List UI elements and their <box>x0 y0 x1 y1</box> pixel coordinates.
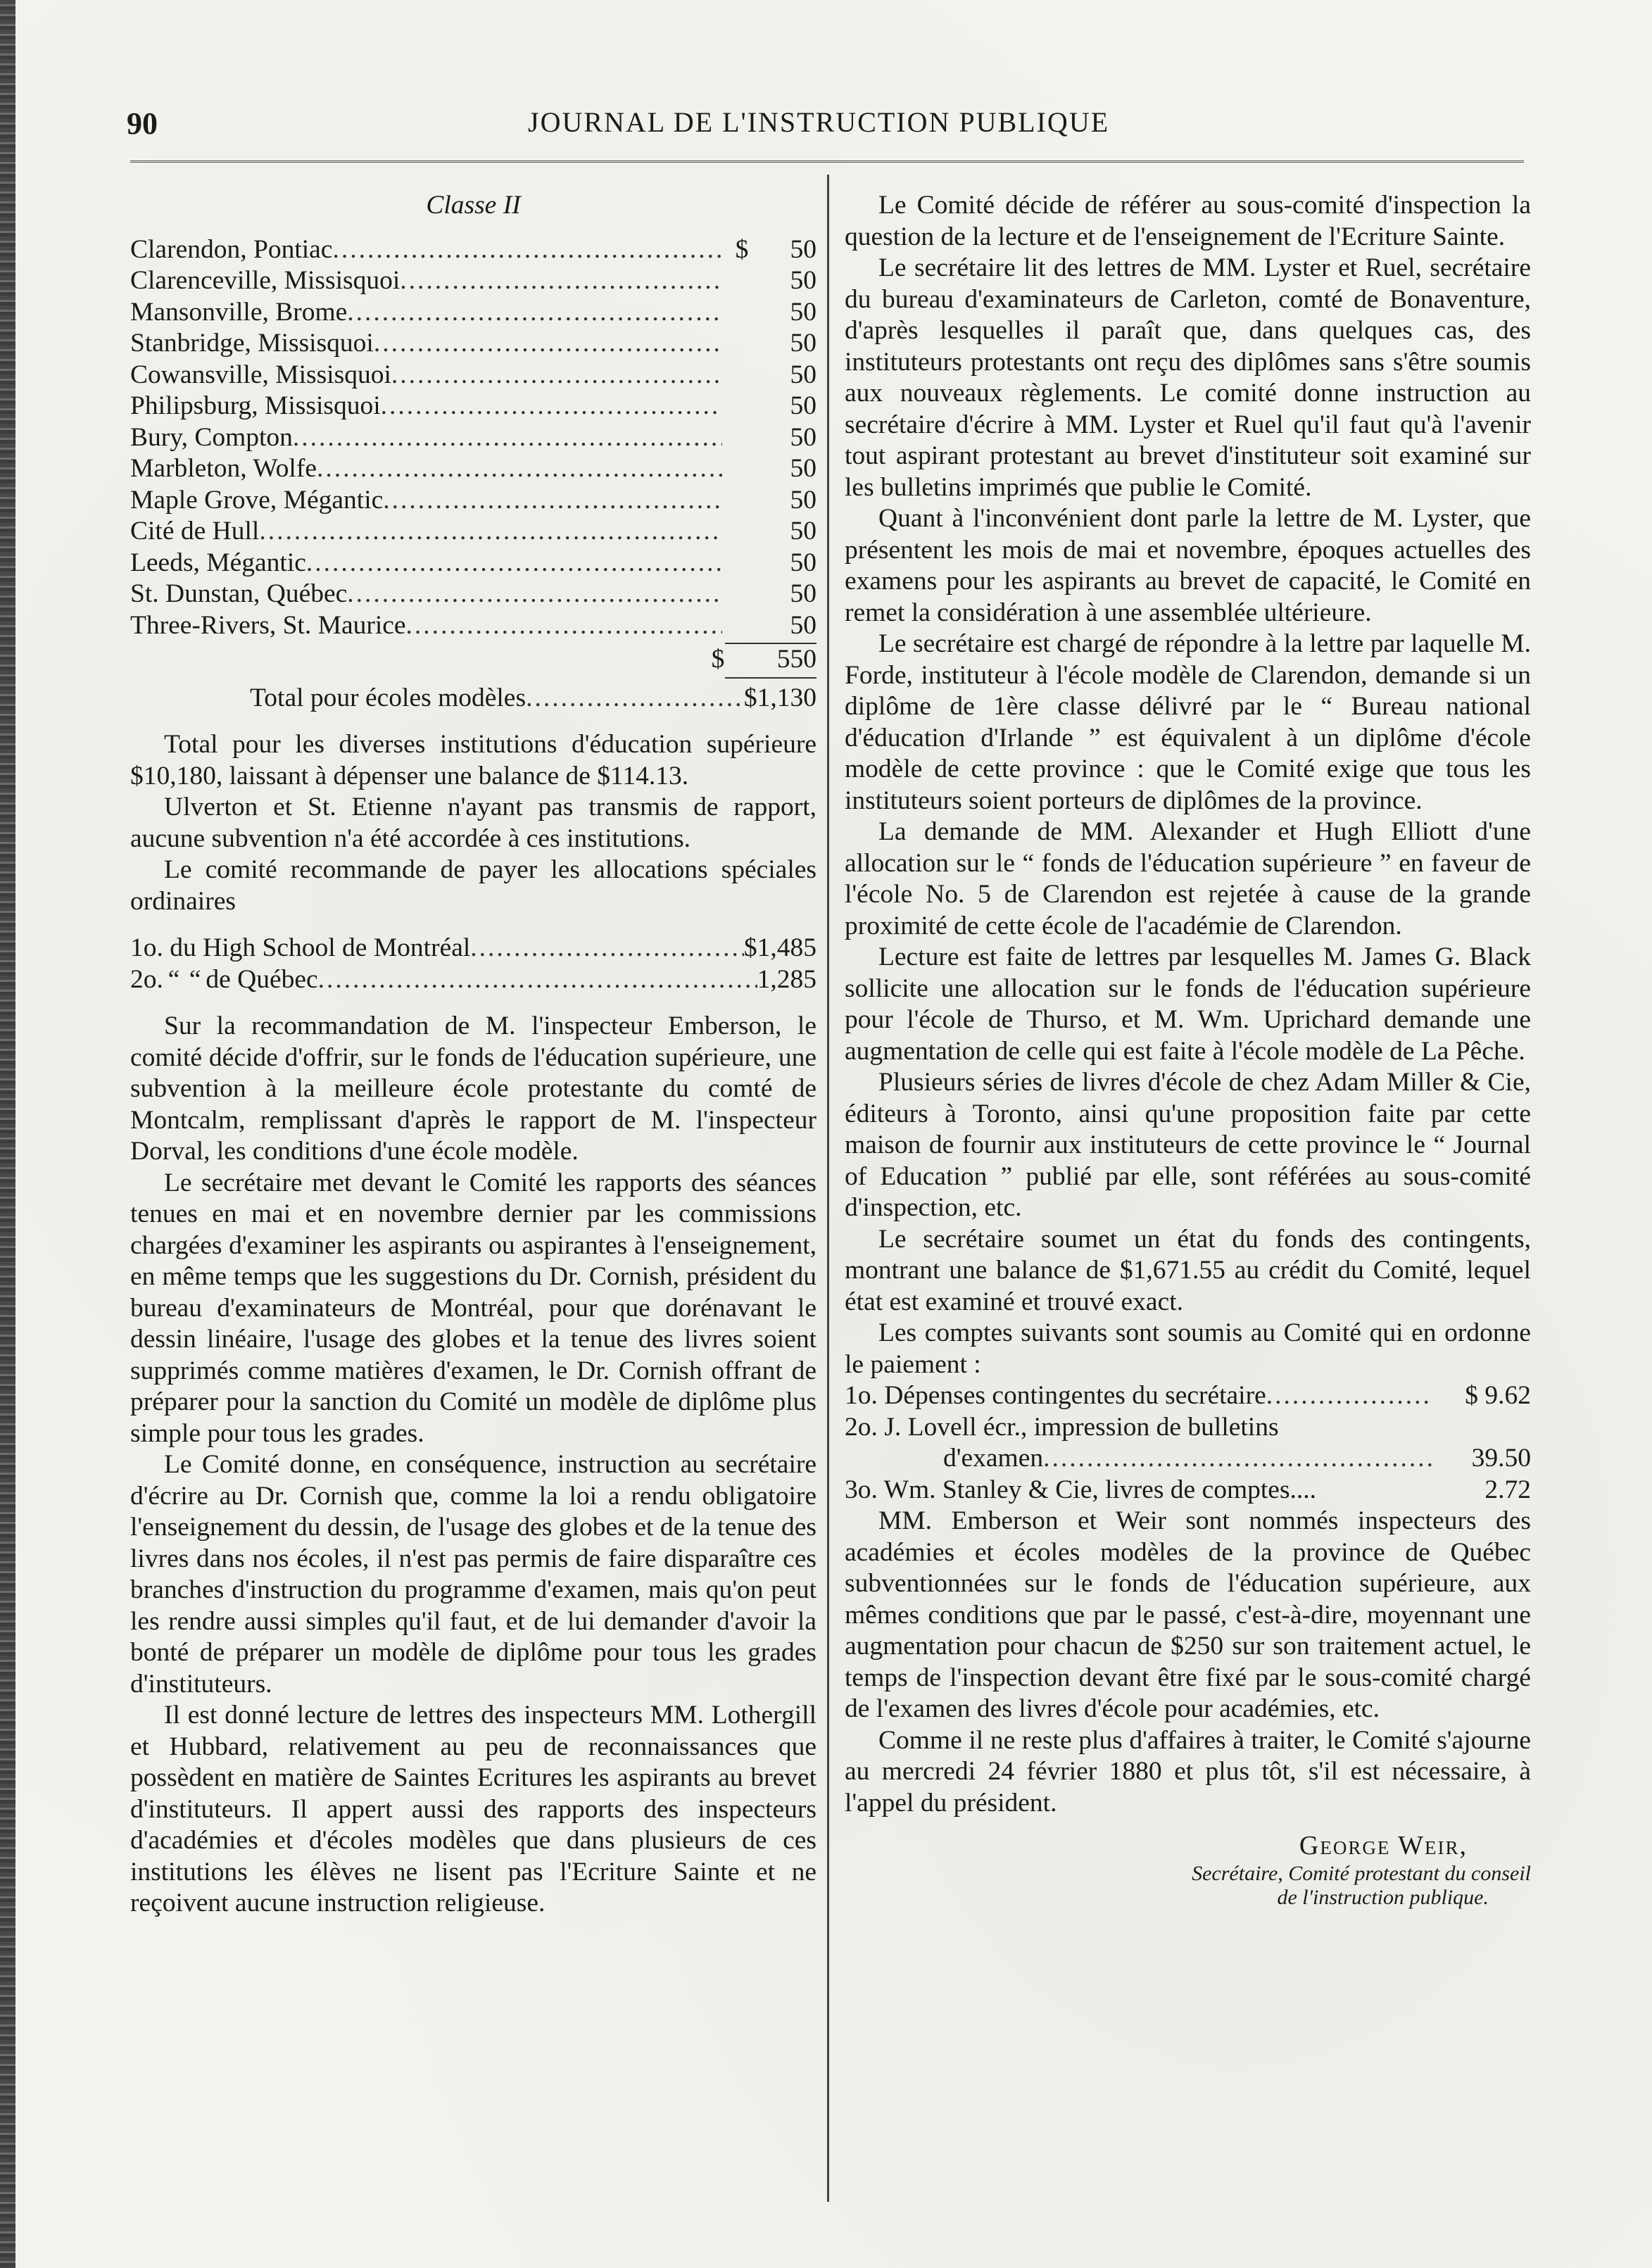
allocation-row <box>130 516 816 548</box>
allocation-name: Stanbridge, Missisquoi <box>130 329 374 358</box>
paragraph-contingents: Le secrétaire soumet un état du fonds des contingents, montrant une balance de $1,671.55 au crédit du Comité, lequel état est examiné et trouvé exact. <box>845 1224 1531 1316</box>
special-allocation-label: de Québec <box>206 964 318 994</box>
allocation-amount: 50 <box>790 548 816 577</box>
allocation-row <box>130 391 816 422</box>
allocation-row <box>130 360 816 391</box>
paragraph-secretaire-rapports: Le secrétaire met devant le Comité les rapports des séances tenues en mai et en novembre dernier par les commissions chargées d'examiner les aspirants ou aspirantes à l'enseignement, en même temps que les suggestions du Dr. Cornish, président du bureau d'examinateurs de Montréal, pour que dorénavant le dessin linéaire, l'usage des globes et la tenue des livres soient supprimés comme matières d'examen, le Dr. Cornish offrant de préparer pour la sanction du Comité un modèle de diplôme plus simple pour tous les grades. <box>130 1168 816 1448</box>
subtotal-row <box>130 644 816 676</box>
allocation-row <box>130 422 816 454</box>
paragraph-alexander: La demande de MM. Alexander et Hugh Elliott d'une allocation sur le “ fonds de l'éducation supérieure ” en faveur de l'école No. 5 de Clarendon est rejetée à cause de la grande proximité de cette école de l'académie de Clarendon. <box>845 817 1531 940</box>
special-allocation-amount: 1,285 <box>757 964 816 994</box>
paragraph-series-livres: Plusieurs séries de livres d'école de chez Adam Miller & Cie, éditeurs à Toronto, ainsi qu'une proposition faite par cette maison de fournir aux instituteurs de cette province le “ Journal of Education ” publié par elle, sont référées au sous-comité d'inspection, etc. <box>845 1068 1531 1222</box>
allocation-name: Philipsburg, Missisquoi <box>130 391 381 420</box>
allocation-row <box>130 485 816 517</box>
allocation-amount: 50 <box>790 360 816 389</box>
allocation-name: St. Dunstan, Québec <box>130 579 348 608</box>
payment-amount: 2.72 <box>1484 1475 1531 1504</box>
allocation-name: Leeds, Mégantic <box>130 548 306 577</box>
sum-rule <box>725 677 816 679</box>
paragraph-comite-instruction: Le Comité donne, en conséquence, instruction au secrétaire d'écrire au Dr. Cornish que, comme la loi a rendu obligatoire l'enseignement du dessin, de l'usage des globes et de la tenue des livres dans nos écoles, il n'est pas permis de faire disparaître ces branches d'instruction du programme d'examen, mais qu'on peut les rendre aussi simples qu'il faut, et de lui demander d'avoir la bonté de préparer un modèle de diplôme pour tous les grades d'instituteurs. <box>130 1450 816 1699</box>
paragraph-ulverton: Ulverton et St. Etienne n'ayant pas transmis de rapport, aucune subvention n'a été accordée à ces institutions. <box>130 793 816 853</box>
paragraph-comptes: Les comptes suivants sont soumis au Comité qui en ordonne le paiement : <box>845 1318 1531 1379</box>
allocation-name: Clarenceville, Missisquoi <box>130 266 401 295</box>
paragraph-recommande: Le comité recommande de payer les allocations spéciales ordinaires <box>130 855 816 916</box>
payment-row <box>845 1443 1531 1475</box>
allocation-row <box>130 234 816 266</box>
allocation-amount: 50 <box>790 234 816 264</box>
page-number: 90 <box>127 106 158 141</box>
total-models-label: Total pour écoles modèles <box>250 683 527 712</box>
paragraph-ajourne: Comme il ne reste plus d'affaires à traiter, le Comité s'ajourne au mercredi 24 février 1880 et plus tôt, s'il est nécessaire, à l'appel du président. <box>845 1725 1531 1817</box>
paragraph-sous-comite: Le Comité décide de référer au sous-comité d'inspection la question de la lecture et de l'enseignement de l'Ecriture Sainte. <box>845 191 1531 251</box>
signature-title-line2: de l'instruction publique. <box>1277 1885 1489 1909</box>
subtotal-currency: $ <box>711 645 725 674</box>
allocation-amount: 50 <box>790 297 816 327</box>
special-allocation-number: 2o. <box>130 964 163 994</box>
allocation-row <box>130 297 816 329</box>
allocation-row <box>130 328 816 360</box>
allocation-amount: 50 <box>790 266 816 295</box>
special-allocation-row <box>130 933 816 964</box>
allocation-currency: $ <box>735 234 749 264</box>
special-allocation-label: 1o. du High School de Montréal <box>130 933 471 962</box>
ditto-mark: “ <box>189 964 201 994</box>
header-rule <box>130 160 1524 163</box>
allocation-amount: 50 <box>790 422 816 452</box>
right-column <box>845 190 1531 1910</box>
allocation-row <box>130 579 816 610</box>
scanned-binding-edge <box>0 0 15 2268</box>
paragraph-lyster-ruel: Le secrétaire lit des lettres de MM. Lyster et Ruel, secrétaire du bureau d'examinateurs de Carleton, comté de Bonaventure, d'après lesquelles il paraît que, dans quelques cas, des instituteurs protestants ont reçu des diplômes sans s'être soumis aux nouveaux règlements. Le comité donne instruction au secrétaire d'écrire à MM. Lyster et Ruel qu'il faut qu'à l'avenir tout aspirant protestant au brevet d'instituteur soit examiné sur les bulletins imprimés que publie le Comité. <box>845 253 1531 502</box>
signature-name: George Weir, <box>1299 1831 1468 1860</box>
allocation-row <box>130 610 816 642</box>
payment-label: 1o. Dépenses contingentes du secrétaire <box>845 1381 1266 1410</box>
payment-amount: $ 9.62 <box>1465 1381 1531 1410</box>
allocation-amount: 50 <box>790 579 816 608</box>
allocation-name: Three-Rivers, St. Maurice <box>130 610 406 640</box>
allocation-name: Maple Grove, Mégantic <box>130 485 384 515</box>
allocation-name: Mansonville, Brome <box>130 297 348 327</box>
paragraph-forde: Le secrétaire est chargé de répondre à la lettre par laquelle M. Forde, instituteur à l'école modèle de Clarendon, demande si un diplôme de 1ère classe délivré par le “ Bureau national d'éducation d'Irlande ” est équivalent à un diplôme d'école modèle de cette province : que le Comité exige que tous les instituteurs soient porteurs de diplômes de la province. <box>845 629 1531 815</box>
classe-heading: Classe II <box>426 191 521 220</box>
running-title: JOURNAL DE L'INSTRUCTION PUBLIQUE <box>528 106 1110 138</box>
allocation-amount: 50 <box>790 610 816 640</box>
column-divider <box>827 175 829 2202</box>
total-models-amount: $1,130 <box>743 683 816 712</box>
allocation-row <box>130 453 816 485</box>
subtotal-amount: 550 <box>776 645 816 674</box>
payment-row <box>845 1475 1531 1506</box>
payment-label: 3o. Wm. Stanley & Cie, livres de comptes.... <box>845 1475 1317 1504</box>
allocation-row <box>130 548 816 579</box>
allocation-name: Clarendon, Pontiac <box>130 234 333 264</box>
allocation-row <box>130 265 816 297</box>
paragraph-total-diverses: Total pour les diverses institutions d'éducation supérieure $10,180, laissant à dépenser une balance de $114.13. <box>130 730 816 790</box>
payment-label: 2o. J. Lovell écr., impression de bulletins <box>845 1412 1279 1442</box>
allocation-name: Marbleton, Wolfe <box>130 454 317 483</box>
paragraph-lothergill: Il est donné lecture de lettres des inspecteurs MM. Lothergill et Hubbard, relativement au peu de reconnaissances que possèdent en matière de Saintes Ecritures les aspirants au brevet d'instituteurs. Il appert aussi des rapports des inspecteurs d'académies et d'écoles modèles que dans plusieurs de ces institutions les élèves ne lisent pas l'Ecriture Sainte et ne reçoivent aucune instruction religieuse. <box>130 1701 816 1917</box>
total-models-row <box>130 683 816 714</box>
payment-row <box>845 1380 1531 1412</box>
allocation-list <box>130 234 816 642</box>
payment-amount: 39.50 <box>1471 1444 1531 1473</box>
allocation-amount: 50 <box>790 391 816 420</box>
paragraph-inconvenient: Quant à l'inconvénient dont parle la lettre de M. Lyster, que présentent les mois de mai et novembre, époques actuelles des examens pour les aspirants au brevet de capacité, le Comité en remet la considération à une assemblée ultérieure. <box>845 504 1531 627</box>
left-column <box>130 190 816 1920</box>
ditto-mark: “ <box>168 964 180 994</box>
payment-label: d'examen <box>943 1444 1044 1473</box>
page-header <box>127 106 1520 148</box>
payment-row <box>845 1412 1531 1444</box>
allocation-name: Cowansville, Missisquoi <box>130 360 391 389</box>
allocation-amount: 50 <box>790 454 816 483</box>
paragraph-emberson-weir: MM. Emberson et Weir sont nommés inspecteurs des académies et écoles modèles de la province de Québec subventionnées sur le fonds de l'éducation supérieure, aux mêmes conditions que par le passé, c'est-à-dire, moyennant une augmentation pour chacun de $250 sur son traitement actuel, le temps de l'inspection devant être fixé par le sous-comité chargé de l'examen des livres d'école pour académies, etc. <box>845 1506 1531 1723</box>
allocation-amount: 50 <box>790 517 816 546</box>
signature-title-line1: Secrétaire, Comité protestant du conseil <box>1192 1861 1531 1885</box>
allocation-name: Bury, Compton <box>130 422 293 452</box>
paragraph-james-black: Lecture est faite de lettres par lesquelles M. James G. Black sollicite une allocation sur le fonds de l'éducation supérieure pour l'école de Thurso, et M. Wm. Uprichard demande une augmentation de celle qui est faite à l'école modèle de La Pêche. <box>845 943 1531 1066</box>
allocation-amount: 50 <box>790 485 816 515</box>
paragraph-emberson: Sur la recommandation de M. l'inspecteur Emberson, le comité décide d'offrir, sur le fonds de l'éducation supérieure, une subvention à la meilleure école protestante du comté de Montcalm, remplissant d'après le rapport de M. l'inspecteur Dorval, les conditions d'une école modèle. <box>130 1012 816 1166</box>
allocation-name: Cité de Hull <box>130 517 260 546</box>
signature-block <box>845 1830 1531 1910</box>
special-allocation-amount: $1,485 <box>743 933 816 962</box>
special-allocation-row <box>130 964 816 996</box>
allocation-amount: 50 <box>790 329 816 358</box>
